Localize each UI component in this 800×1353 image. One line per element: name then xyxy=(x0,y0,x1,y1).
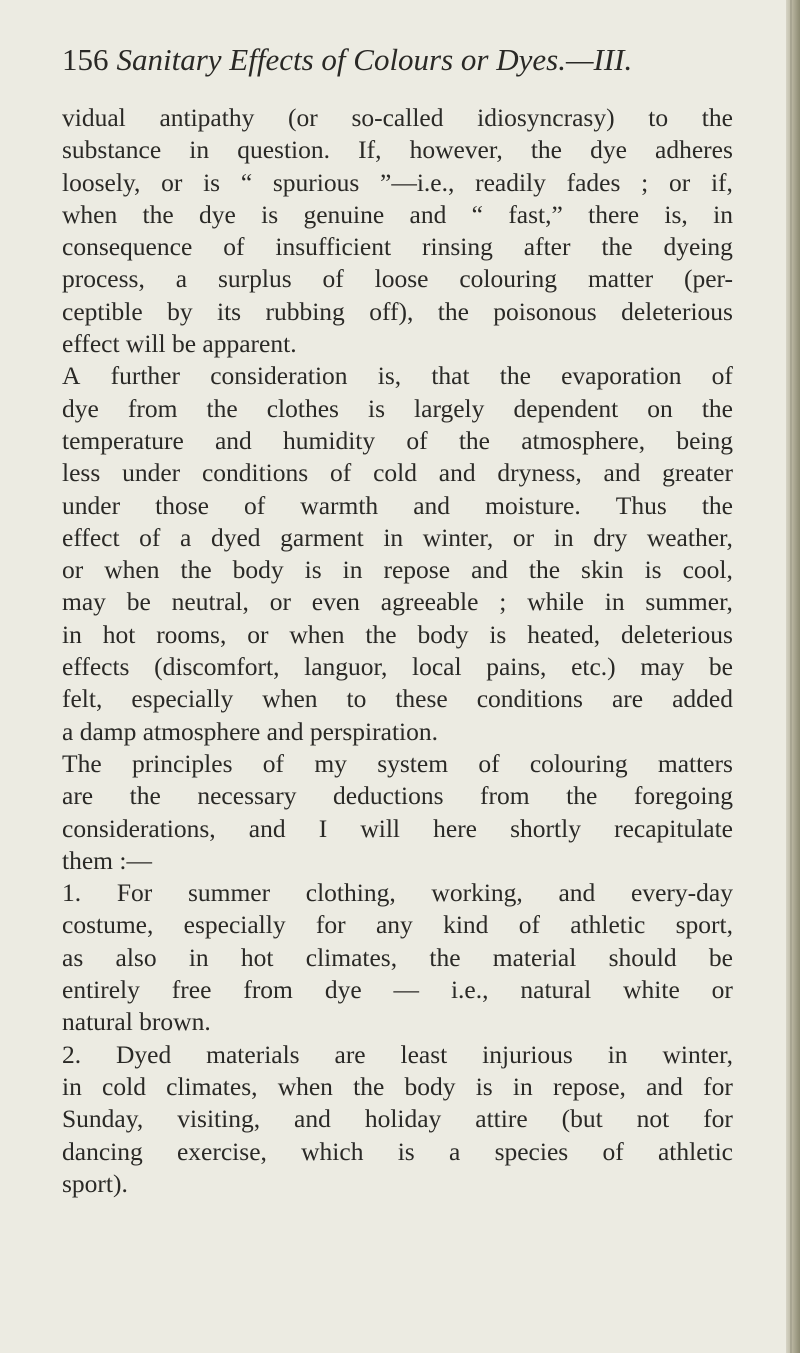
text-line: effect will be apparent. xyxy=(62,329,297,359)
text-line: a damp atmosphere and perspiration. xyxy=(62,716,439,746)
text-line: are the necessary deductions from the foregoing xyxy=(62,781,733,811)
text-line: 2. Dyed materials are least injurious in winter, xyxy=(62,1039,733,1069)
text-line: costume, especially for any kind of athletic sport, xyxy=(62,910,733,940)
text-line: may be neutral, or even agreeable ; while in summer, xyxy=(62,587,733,617)
text-line: effects (discomfort, languor, local pains, etc.) may be xyxy=(62,652,733,682)
paragraph xyxy=(62,1039,733,1200)
page-edge xyxy=(786,0,800,1353)
page-number: 156 xyxy=(62,42,109,77)
paragraph xyxy=(62,877,733,1038)
text-line: in hot rooms, or when the body is heated, deleterious xyxy=(62,619,733,649)
text-line: The principles of my system of colouring matters xyxy=(62,748,733,778)
text-line: process, a surplus of loose colouring matter (per- xyxy=(62,264,733,294)
text-line: as also in hot climates, the material should be xyxy=(62,942,733,972)
text-line: or when the body is in repose and the skin is cool, xyxy=(62,555,733,585)
text-line: Sunday, visiting, and holiday attire (but not for xyxy=(62,1104,733,1134)
body-text xyxy=(62,102,733,1200)
text-line: sport). xyxy=(62,1168,128,1198)
text-line: dye from the clothes is largely dependent on the xyxy=(62,393,733,423)
paragraph xyxy=(62,748,733,877)
text-line: considerations, and I will here shortly recapitulate xyxy=(62,813,733,843)
text-line: them :— xyxy=(62,845,152,875)
text-line: under those of warmth and moisture. Thus the xyxy=(62,490,733,520)
running-title: Sanitary Effects of Colours or Dyes.—III. xyxy=(116,42,633,77)
text-line: vidual antipathy (or so-called idiosyncrasy) to the xyxy=(62,103,733,132)
text-line: ceptible by its rubbing off), the poisonous deleterious xyxy=(62,296,733,326)
paragraph xyxy=(62,102,733,360)
text-line: less under conditions of cold and dryness, and greater xyxy=(62,458,733,488)
text-line: felt, especially when to these conditions are added xyxy=(62,684,733,714)
text-line: loosely, or is “ spurious ”—i.e., readily fades ; or if, xyxy=(62,167,733,197)
text-line: dancing exercise, which is a species of athletic xyxy=(62,1136,733,1166)
text-line: effect of a dyed garment in winter, or in dry weather, xyxy=(62,522,733,552)
text-line: substance in question. If, however, the dye adheres xyxy=(62,135,733,165)
text-line: temperature and humidity of the atmosphere, being xyxy=(62,425,733,455)
paragraph xyxy=(62,360,733,748)
text-line: 1. For summer clothing, working, and every-day xyxy=(62,878,733,908)
running-header xyxy=(62,40,722,80)
text-line: natural brown. xyxy=(62,1007,211,1037)
text-line: consequence of insufficient rinsing after the dyeing xyxy=(62,232,733,262)
text-line: in cold climates, when the body is in repose, and for xyxy=(62,1071,733,1101)
text-line: when the dye is genuine and “ fast,” there is, in xyxy=(62,199,733,229)
text-line: entirely free from dye — i.e., natural white or xyxy=(62,975,733,1005)
text-line: A further consideration is, that the evaporation of xyxy=(62,361,733,391)
